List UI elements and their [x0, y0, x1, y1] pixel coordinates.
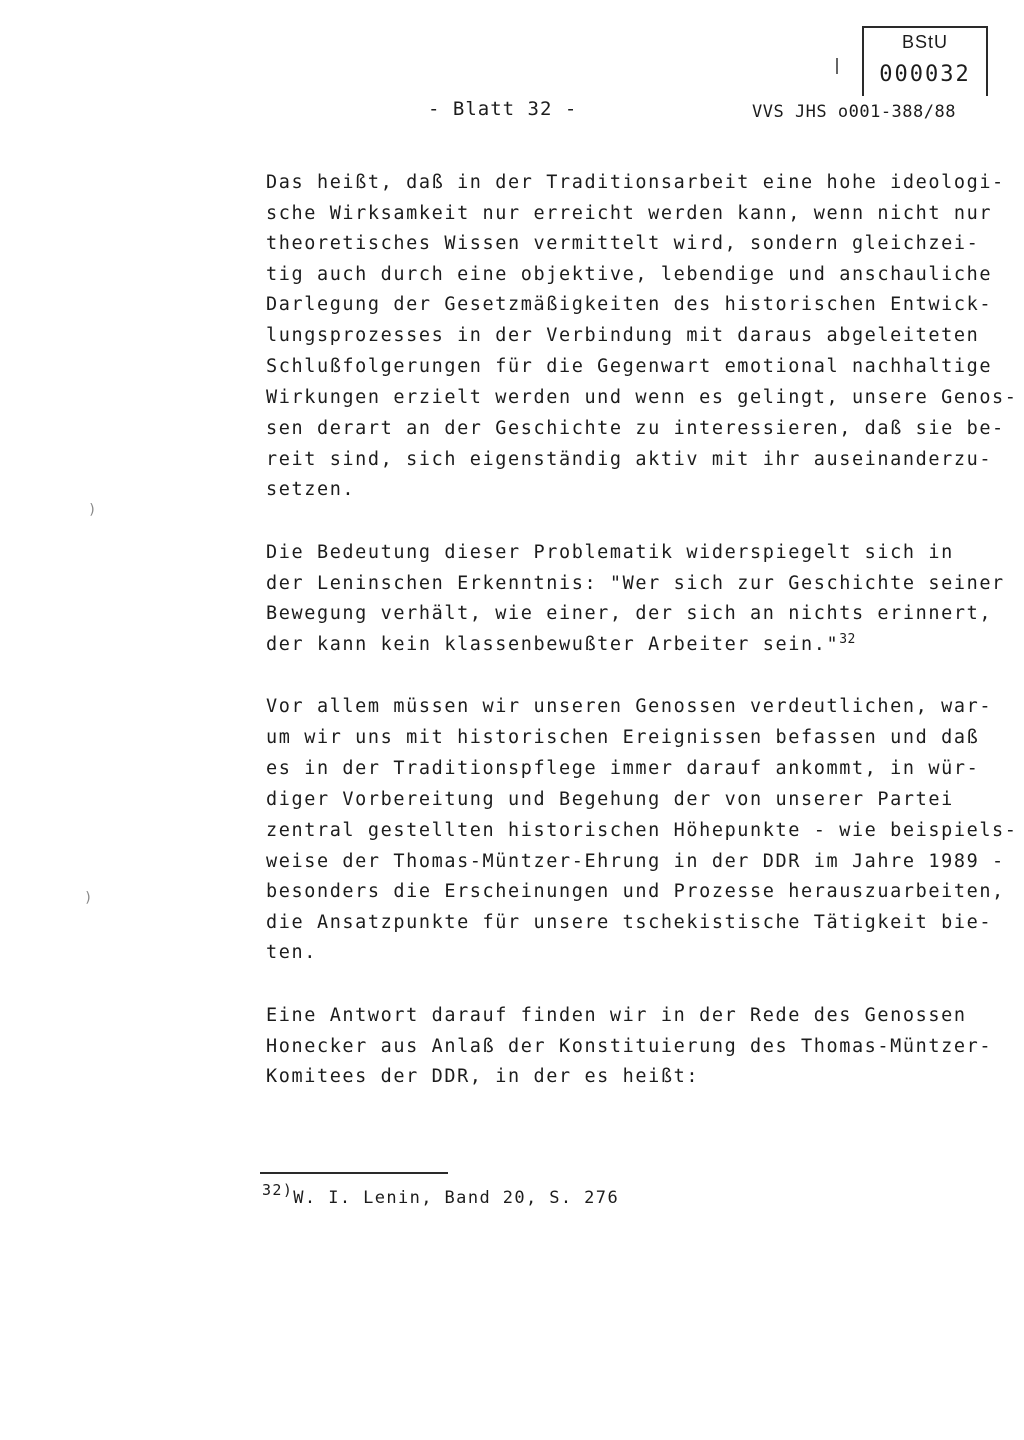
text-line: Bewegung verhält, wie einer, der sich an nichts erinnert,	[266, 603, 993, 624]
text-line: Honecker aus Anlaß der Konstituierung des Thomas-Müntzer-	[266, 1036, 993, 1057]
text-line	[266, 632, 856, 655]
text-line: tig auch durch eine objektive, lebendige und anschauliche	[266, 264, 993, 285]
page-label: - Blatt 32 -	[428, 98, 578, 120]
text-line: ten.	[266, 942, 317, 963]
text-line: es in der Traditionspflege immer darauf ankommt, in wür-	[266, 758, 980, 779]
text-line: um wir uns mit historischen Ereignissen befassen und daß	[266, 727, 980, 748]
text-line: lungsprozesses in der Verbindung mit daraus abgeleiteten	[266, 325, 980, 346]
text-line: Wirkungen erzielt werden und wenn es gelingt, unsere Genos-	[266, 387, 1018, 408]
text-line: Eine Antwort darauf finden wir in der Rede des Genossen	[266, 1005, 967, 1026]
text-line: Komitees der DDR, in der es heißt:	[266, 1066, 700, 1087]
text-line: diger Vorbereitung und Begehung der von unserer Partei	[266, 789, 954, 810]
text-line: weise der Thomas-Müntzer-Ehrung in der DDR im Jahre 1989 -	[266, 851, 1005, 872]
quote-end-text: der kann kein klassenbewußter Arbeiter sein."	[266, 634, 840, 655]
footnote-reference: 32	[839, 632, 856, 647]
text-line: Darlegung der Gesetzmäßigkeiten des historischen Entwick-	[266, 294, 993, 315]
text-line: der Leninschen Erkenntnis: "Wer sich zur Geschichte seiner	[266, 573, 1005, 594]
text-line: Die Bedeutung dieser Problematik widerspiegelt sich in	[266, 542, 954, 563]
archive-stamp	[862, 26, 988, 96]
text-line: zentral gestellten historischen Höhepunkte - wie beispiels-	[266, 820, 1018, 841]
footnote-mark: 32)	[262, 1181, 294, 1199]
scan-mark	[836, 58, 838, 74]
text-line: besonders die Erscheinungen und Prozesse herauszuarbeiten,	[266, 881, 1005, 902]
footnote-rule	[260, 1172, 448, 1174]
text-line: sen derart an der Geschichte zu interessieren, daß sie be-	[266, 418, 1005, 439]
scan-speck: )	[88, 502, 97, 518]
text-line: setzen.	[266, 479, 356, 500]
text-line: die Ansatzpunkte für unsere tschekistische Tätigkeit bie-	[266, 912, 993, 933]
text-line: theoretisches Wissen vermittelt wird, sondern gleichzei-	[266, 233, 980, 254]
footnote-text: W. I. Lenin, Band 20, S. 276	[293, 1188, 620, 1208]
document-reference: VVS JHS o001-388/88	[752, 102, 956, 122]
text-line: Das heißt, daß in der Traditionsarbeit eine hohe ideologi-	[266, 172, 1005, 193]
scan-speck: )	[84, 890, 93, 906]
stamp-number: 000032	[879, 62, 971, 87]
text-line: reit sind, sich eigenständig aktiv mit ihr auseinanderzu-	[266, 449, 993, 470]
text-line: sche Wirksamkeit nur erreicht werden kann, wenn nicht nur	[266, 203, 993, 224]
footnote	[262, 1181, 620, 1208]
text-line: Vor allem müssen wir unseren Genossen verdeutlichen, war-	[266, 696, 993, 717]
stamp-label: BStU	[901, 32, 948, 52]
text-line: Schlußfolgerungen für die Gegenwart emotional nachhaltige	[266, 356, 993, 377]
